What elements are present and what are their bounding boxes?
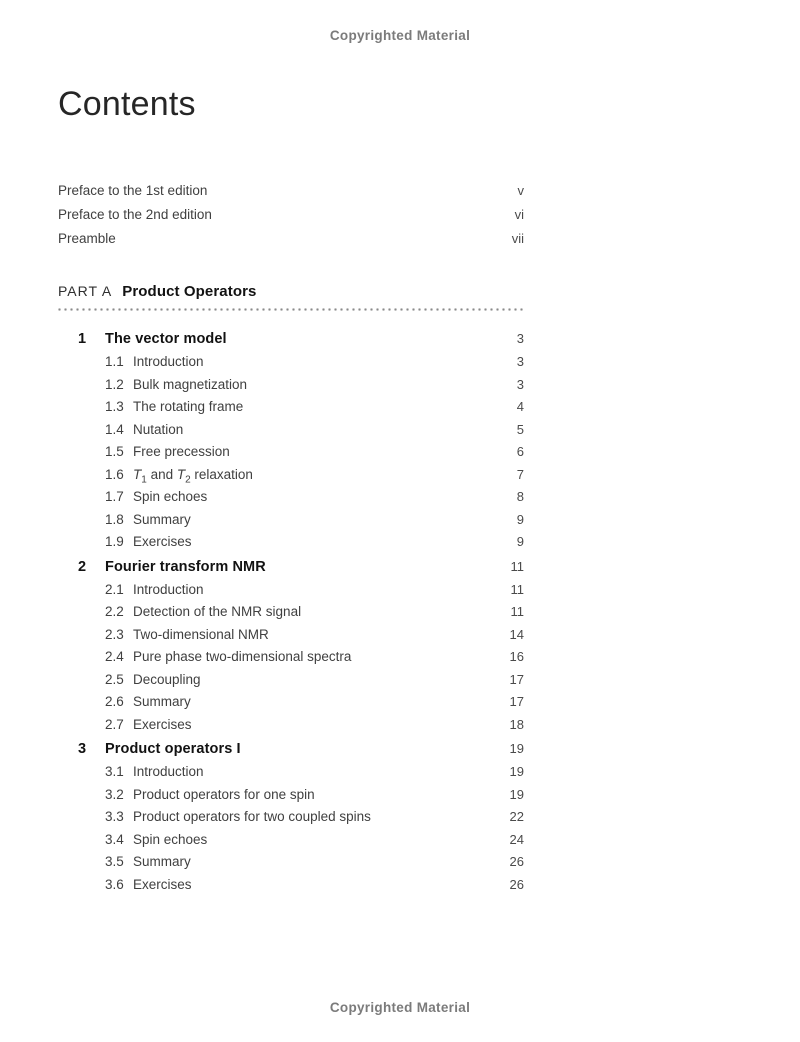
section-row [58, 672, 524, 695]
section-title: Introduction [133, 764, 204, 779]
section-row [58, 512, 524, 535]
section-row [58, 694, 524, 717]
section-page-number: 26 [509, 854, 524, 869]
section-title: Introduction [133, 581, 204, 597]
part-label: PART A [58, 283, 113, 299]
chapter-row [58, 557, 524, 582]
chapter-title: Fourier transform NMR [105, 558, 266, 575]
section-number: 2.5 [105, 671, 124, 687]
section-row [58, 809, 524, 832]
page-title: Contents [58, 85, 196, 123]
section-title: $T_1$ and $T_2$ relaxation [133, 466, 253, 486]
section-number: 1.3 [105, 399, 124, 414]
front-matter-row [58, 231, 524, 255]
section-row [58, 649, 524, 672]
section-number: 1.6 [105, 466, 124, 482]
part-heading [58, 283, 524, 303]
front-matter-label: Preface to the 2nd edition [58, 207, 212, 222]
copyright-watermark-bottom: Copyrighted Material [329, 1000, 471, 1015]
section-title: Introduction [133, 354, 204, 369]
front-matter-list [58, 183, 524, 255]
section-page-number: 4 [516, 399, 524, 414]
section-page-number: 5 [516, 421, 524, 437]
section-number: 2.7 [105, 716, 124, 732]
section-number: 1.1 [105, 354, 124, 369]
section-row [58, 377, 524, 400]
section-title: Summary [133, 694, 191, 709]
section-number: 1.2 [105, 376, 124, 392]
section-number: 3.2 [105, 786, 124, 802]
section-title: The rotating frame [133, 399, 244, 414]
section-row [58, 764, 524, 787]
section-row [58, 534, 524, 557]
front-matter-page-number: vi [514, 207, 524, 222]
toc-list [58, 329, 524, 899]
section-page-number: 16 [509, 649, 524, 664]
section-page-number: 17 [509, 694, 524, 709]
section-row [58, 467, 524, 490]
section-number: 2.4 [105, 649, 124, 664]
section-number: 3.3 [105, 809, 124, 824]
section-row [58, 399, 524, 422]
section-title: Exercises [133, 876, 192, 892]
section-row [58, 877, 524, 900]
section-page-number: 11 [510, 604, 524, 619]
section-title: Exercises [133, 534, 192, 549]
section-title: Detection of the NMR signal [133, 604, 302, 619]
section-title: Pure phase two-dimensional spectra [133, 649, 352, 664]
section-page-number: 11 [510, 581, 524, 597]
chapter-page-number: 19 [509, 741, 524, 756]
section-title: Summary [133, 854, 191, 869]
section-title: Product operators for one spin [133, 786, 315, 802]
section-title: Decoupling [133, 671, 201, 687]
section-title: Spin echoes [133, 489, 208, 504]
section-page-number: 9 [516, 511, 524, 527]
section-page-number: 17 [509, 671, 524, 687]
section-title: Summary [133, 511, 191, 527]
section-page-number: 8 [516, 489, 524, 504]
chapter-title: Product operators I [105, 741, 241, 757]
chapter-row [58, 739, 524, 764]
section-row [58, 717, 524, 740]
section-number: 1.4 [105, 421, 124, 437]
section-row [58, 489, 524, 512]
front-matter-row [58, 207, 524, 231]
section-title: Product operators for two coupled spins [133, 809, 371, 824]
section-row [58, 422, 524, 445]
section-page-number: 3 [516, 376, 524, 392]
section-number: 2.1 [105, 581, 124, 597]
section-number: 2.2 [105, 604, 124, 619]
section-page-number: 22 [509, 809, 524, 824]
section-row [58, 444, 524, 467]
copyright-watermark-top: Copyrighted Material [329, 28, 471, 43]
dotted-rule [58, 308, 524, 311]
section-title: Spin echoes [133, 831, 208, 847]
table-of-contents [58, 283, 524, 899]
chapter-page-number: 11 [510, 558, 524, 574]
section-page-number: 19 [509, 786, 524, 802]
section-number: 2.6 [105, 694, 124, 709]
front-matter-label: Preface to the 1st edition [58, 183, 208, 198]
section-title: Exercises [133, 716, 192, 732]
section-number: 1.8 [105, 511, 124, 527]
section-number: 3.6 [105, 876, 124, 892]
section-number: 1.9 [105, 534, 124, 549]
chapter-number: 2 [78, 558, 87, 575]
section-number: 1.7 [105, 489, 124, 504]
section-row [58, 354, 524, 377]
chapter-title: The vector model [105, 331, 227, 347]
chapter-number: 1 [78, 331, 87, 347]
section-row [58, 582, 524, 605]
chapter-page-number: 3 [516, 331, 524, 346]
section-row [58, 787, 524, 810]
section-row [58, 854, 524, 877]
section-row [58, 627, 524, 650]
section-row [58, 604, 524, 627]
section-title: Nutation [133, 421, 184, 437]
section-page-number: 26 [509, 876, 524, 892]
section-page-number: 3 [516, 354, 524, 369]
section-row [58, 832, 524, 855]
chapter-number: 3 [78, 741, 87, 757]
section-page-number: 14 [509, 626, 524, 642]
section-page-number: 18 [509, 716, 524, 732]
section-title: Two-dimensional NMR [133, 626, 269, 642]
chapter-row [58, 329, 524, 354]
section-title: Free precession [133, 444, 230, 459]
section-page-number: 19 [509, 764, 524, 779]
section-number: 3.1 [105, 764, 124, 779]
section-page-number: 6 [516, 444, 524, 459]
front-matter-page-number: v [517, 183, 524, 198]
front-matter-row [58, 183, 524, 207]
front-matter-label: Preamble [58, 231, 116, 246]
section-page-number: 7 [516, 466, 524, 482]
section-number: 3.4 [105, 831, 124, 847]
section-number: 1.5 [105, 444, 124, 459]
section-number: 2.3 [105, 626, 124, 642]
section-page-number: 24 [509, 831, 524, 847]
front-matter-page-number: vii [511, 231, 524, 246]
part-title: Product Operators [122, 283, 257, 300]
section-page-number: 9 [516, 534, 524, 549]
section-number: 3.5 [105, 854, 124, 869]
section-title: Bulk magnetization [133, 376, 248, 392]
